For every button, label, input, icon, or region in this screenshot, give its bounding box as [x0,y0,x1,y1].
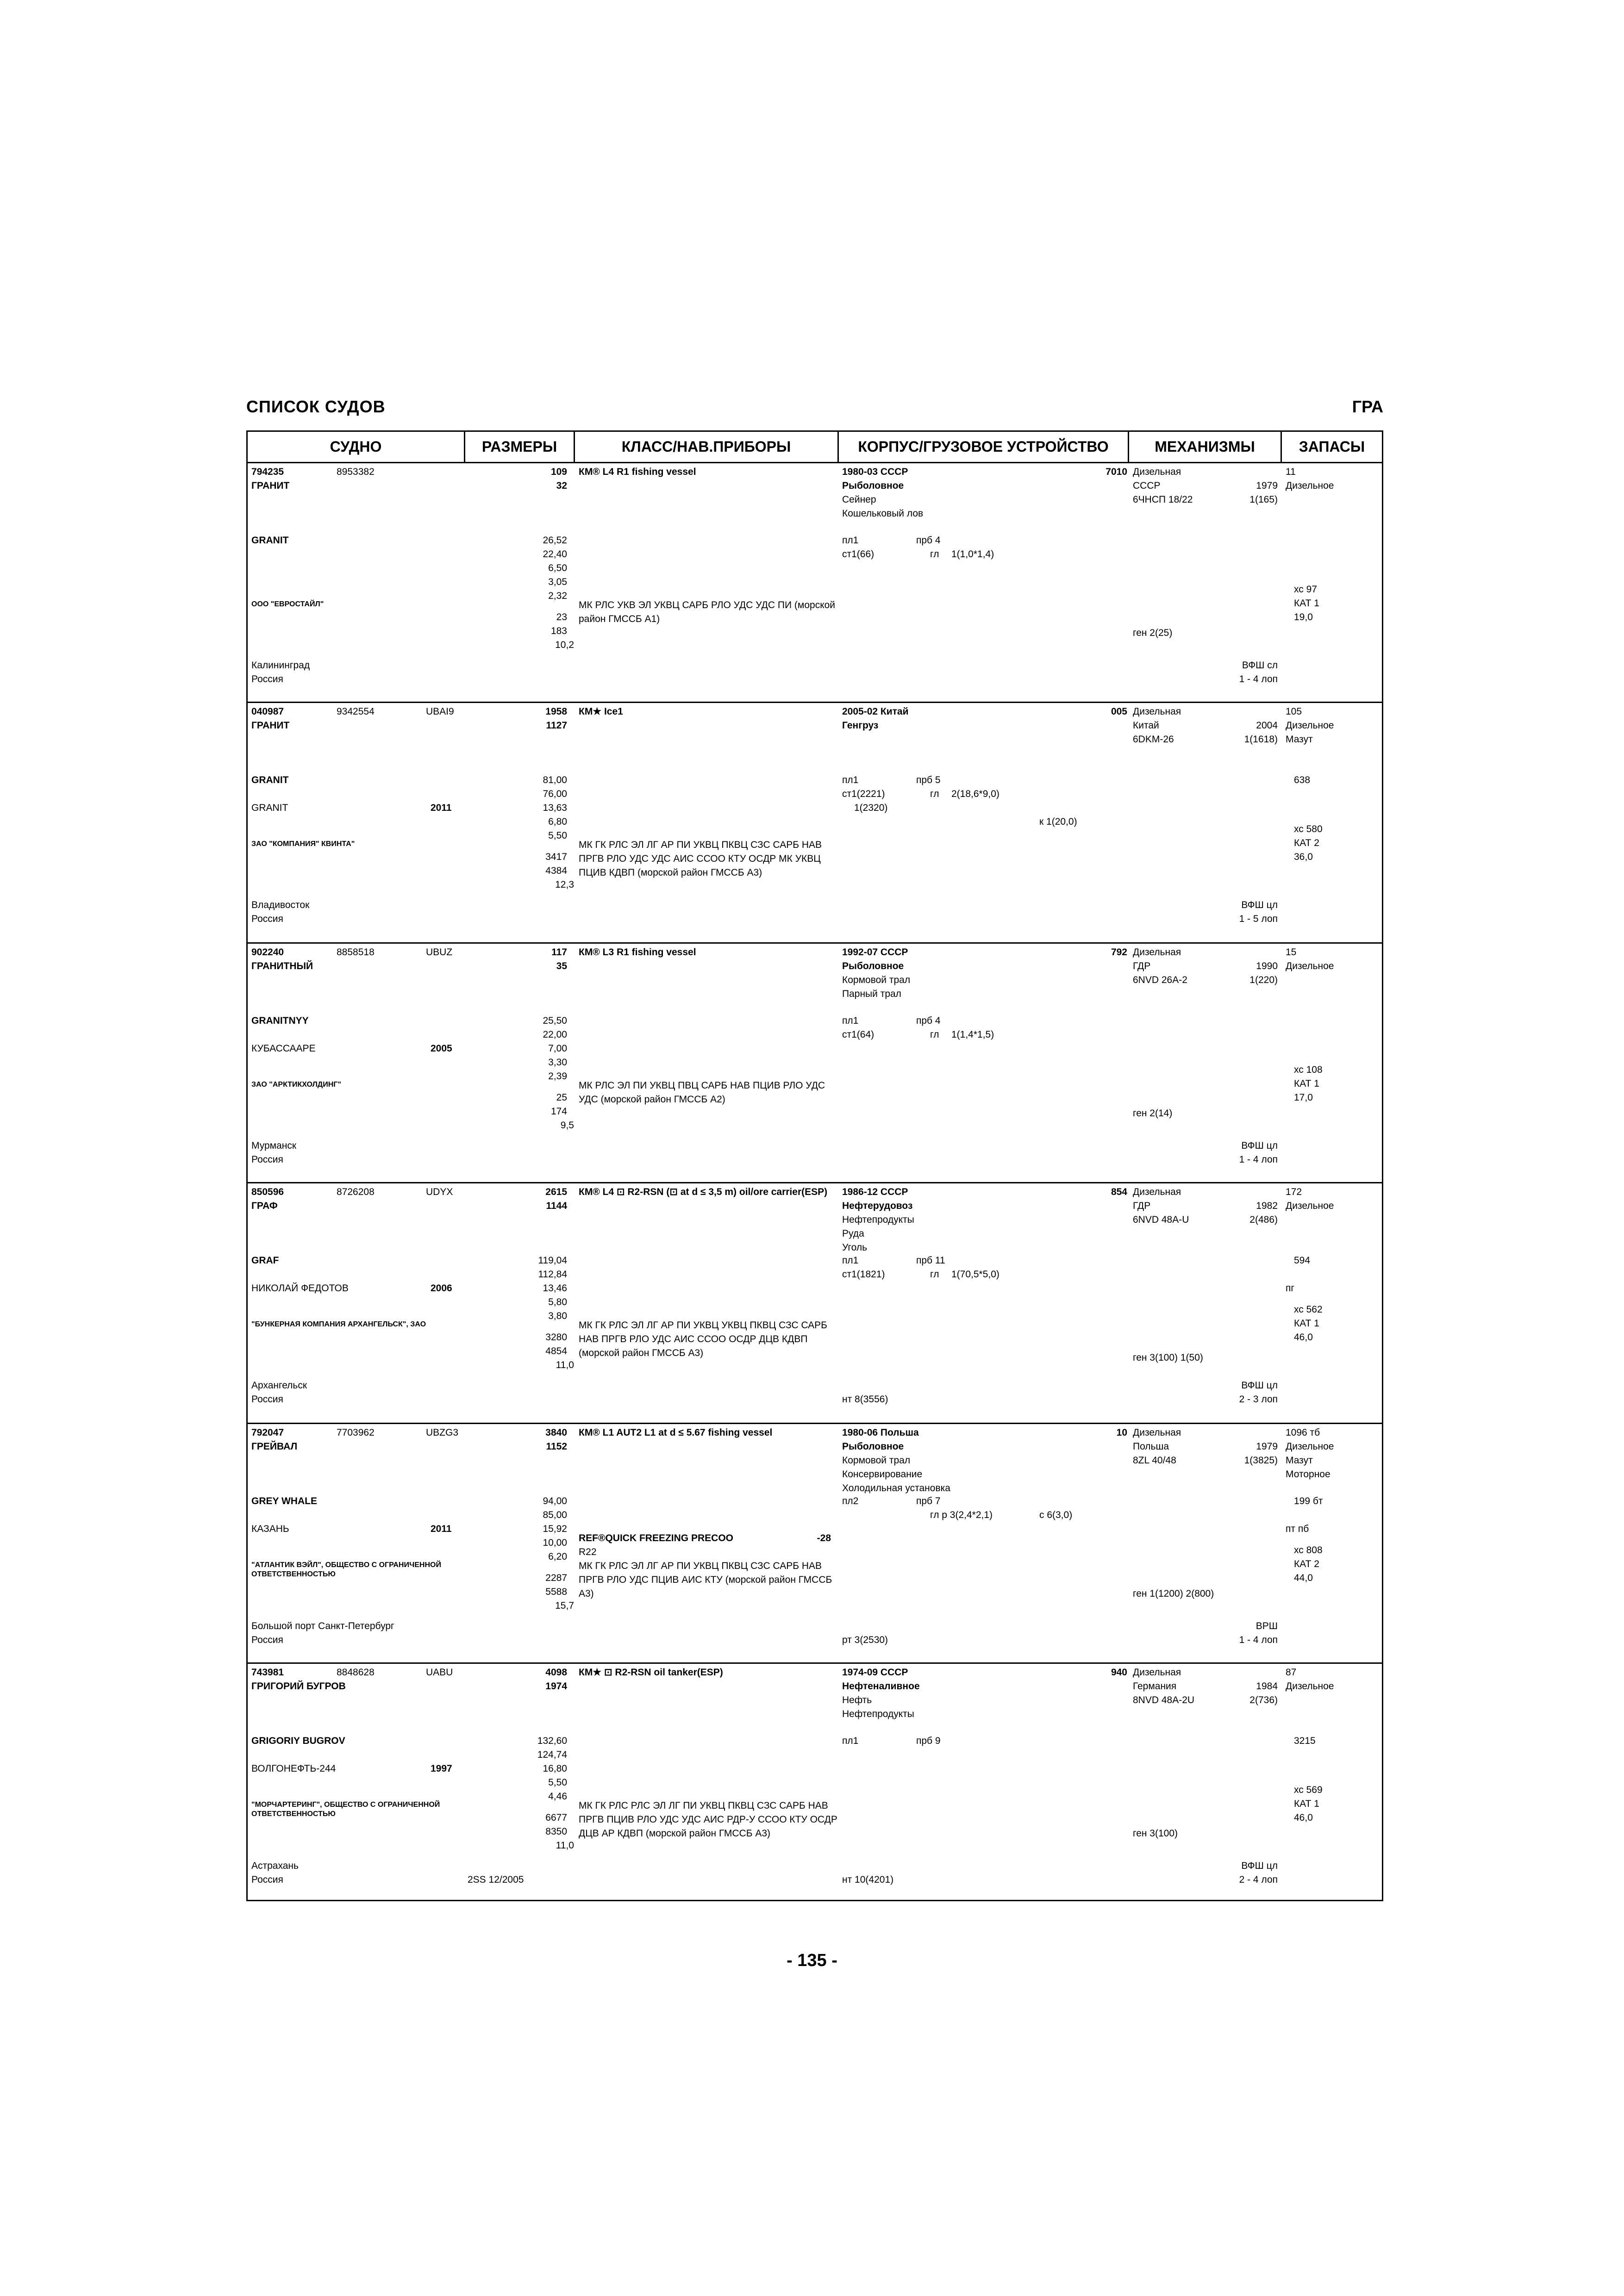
column-header-hull: КОРПУС/ГРУЗОВОЕ УСТРОЙСТВО [839,432,1129,462]
engine-year: 1979 [1256,1441,1278,1452]
engine-country: ГДР [1133,1201,1151,1211]
fuel-capacity: 3215 [1294,1736,1316,1746]
propulsion-type: ВФШ сл [1242,660,1278,671]
fuel-capacity: 199 бт [1294,1496,1323,1506]
deck-info: ст1(64) [842,1029,874,1040]
lifesaving-info: хс 562 [1294,1304,1323,1315]
build-date-country: 1974-09 СССР [842,1667,908,1678]
ship-name: ГРАНИТ [251,480,290,491]
ship-record [248,1424,1382,1664]
hull-type: Холодильная установка [842,1483,950,1493]
ship-record [248,1664,1382,1900]
nav-equipment: МК ГК РЛС РЛС ЭЛ ЛГ ПИ УКВЦ ПКВЦ СЗС САРБ НАВ ПРГВ ПЦИВ РЛО УДС УДС АИС РДР-У ССОО КТУ ОСДР ДЦВ АР КДВП (морской район ГМССБ А3) [579,1800,837,1839]
dimension-value: 13,46 [543,1283,567,1294]
refrigeration-class: REF®QUICK FREEZING PRECOO [579,1533,733,1543]
reg-number: 794235 [251,467,284,477]
engine-power: 1(3825) [1244,1455,1278,1466]
deadweight-value: 11,0 [556,1360,574,1370]
former-name-year: 1997 [431,1763,452,1774]
ships-table [246,430,1383,1901]
hull-type: Кормовой трал [842,1455,911,1466]
class-notation: КМ® L3 R1 fishing vessel [579,947,696,958]
refrigeration-temp: -28 [817,1533,831,1543]
engine-year: 2004 [1256,720,1278,731]
propeller-info: 2 - 3 лоп [1239,1394,1278,1405]
fuel-capacity-extra: пг [1286,1283,1295,1294]
hold-info: прб 11 [916,1255,945,1266]
gross-tonnage: 109 [550,467,567,477]
dimension-value: 10,00 [543,1537,567,1548]
class-notation: КМ® L4 R1 fishing vessel [579,467,696,477]
engine-model: 6ЧНСП 18/22 [1133,494,1193,505]
lifesaving-info: хс 97 [1294,584,1317,595]
dimension-value: 6,20 [548,1551,567,1562]
generators: ген 1(1200) 2(800) [1133,1588,1214,1599]
engine-country: Польша [1133,1441,1169,1452]
deck-info: пл1 [842,1736,859,1746]
engine-model: 8NVD 48A-2U [1133,1695,1195,1705]
deadweight-value: 25 [556,1092,567,1103]
refrigerant: R22 [579,1547,597,1557]
hull-type: Рыболовное [842,480,904,491]
reg-number: 902240 [251,947,284,958]
flag-country: Россия [251,674,283,684]
lifesaving-info: КАТ 2 [1294,1559,1319,1569]
net-tonnage: 1974 [545,1681,567,1692]
hull-type: Нефтерудовоз [842,1201,913,1211]
deadweight-value: 9,5 [560,1120,574,1131]
hull-type: Кошельковый лов [842,508,924,519]
fuel-type: Мазут [1286,1455,1313,1466]
class-notation: КМ★ Ice1 [579,706,623,717]
reg-number: 850596 [251,1187,284,1197]
hold-info: гл [930,1029,939,1040]
former-name: GRANIT [251,803,288,813]
hull-type: Уголь [842,1242,868,1253]
gross-tonnage: 3840 [545,1427,567,1438]
dimension-value: 3,80 [548,1311,567,1321]
deadweight-value: 8350 [545,1826,567,1837]
propeller-info: 1 - 4 лоп [1239,1154,1278,1165]
lifesaving-info: хс 580 [1294,824,1323,834]
net-tonnage: 1144 [546,1201,567,1211]
deck-info: пл1 [842,1255,859,1266]
hull-type: Консервирование [842,1469,923,1480]
reg-number: 743981 [251,1667,284,1678]
engine-type: Дизельная [1133,467,1181,477]
hull-type: Нефть [842,1695,872,1705]
lifesaving-info: хс 569 [1294,1785,1323,1795]
engine-type: Дизельная [1133,1667,1181,1678]
imo-number: 8953382 [337,467,375,477]
ship-name: ГРИГОРИЙ БУГРОВ [251,1681,346,1692]
deadweight-value: 4854 [545,1346,567,1356]
lifesaving-info: КАТ 1 [1294,1798,1319,1809]
imo-number: 8858518 [337,947,375,958]
ship-record [248,1183,1382,1424]
imo-number: 8848628 [337,1667,375,1678]
page-number: - 135 - [787,1951,837,1970]
deck-info: пл2 [842,1496,859,1506]
former-name: КАЗАНЬ [251,1524,289,1534]
column-header-dimensions: РАЗМЕРЫ [465,432,575,462]
propeller-info: 1 - 4 лоп [1239,1635,1278,1645]
engine-year: 1990 [1256,961,1278,971]
fuel-type: Дизельное [1286,480,1334,491]
class-notation: КМ® L4 ⊡ R2-RSN (⊡ at d ≤ 3,5 m) oil/ore carrier(ESP) [579,1187,828,1197]
former-name-year: 2011 [431,803,452,813]
dimension-value: 6,50 [548,563,567,573]
deadweight-value: 4384 [545,865,567,876]
dimension-value: 4,46 [548,1791,567,1802]
survey-note: 2SS 12/2005 [468,1874,524,1885]
build-date-country: 1980-03 СССР [842,467,908,477]
engine-model: 6NVD 26A-2 [1133,975,1187,985]
build-date-country: 1986-12 СССР [842,1187,908,1197]
fuel-capacity: 638 [1294,775,1311,785]
yard-number: 792 [1111,947,1127,958]
column-header-class: КЛАСС/НАВ.ПРИБОРЫ [575,432,839,462]
dimension-value: 5,50 [548,1777,567,1788]
hold-info: прб 9 [916,1736,941,1746]
gross-tonnage: 1958 [545,706,567,717]
call-sign: UDYX [426,1187,453,1197]
deadweight-value: 3417 [545,852,567,862]
reg-number: 040987 [251,706,284,717]
class-notation: КМ® L1 AUT2 L1 at d ≤ 5.67 fishing vessel [579,1427,773,1438]
owner: ЗАО "КОМПАНИЯ" КВИНТА" [251,840,355,848]
deadweight-value: 15,7 [555,1600,574,1611]
deadweight-value: 3280 [545,1332,567,1343]
hull-type: Нефтеналивное [842,1681,920,1692]
hold-info: гл р 3(2,4*2,1) [930,1510,993,1520]
hull-type: Сейнер [842,494,876,505]
cargo-tanks: нт 10(4201) [842,1874,894,1885]
engine-model: 6DKM-26 [1133,734,1174,745]
deadweight-value: 10,2 [555,640,574,650]
dimension-value: 25,50 [543,1015,567,1026]
hold-info: гл [930,549,939,560]
deck-info: 1(2320) [854,803,888,813]
imo-number: 8726208 [337,1187,375,1197]
owner: ЗАО "АРКТИКХОЛДИНГ" [251,1081,341,1089]
dimension-value: 3,30 [548,1057,567,1068]
former-name: КУБАССААРЕ [251,1043,316,1054]
hold-info: гл [930,789,939,799]
generators: ген 3(100) [1133,1828,1178,1839]
class-notation: КМ★ ⊡ R2-RSN oil tanker(ESP) [579,1667,723,1678]
hull-type: Генгруз [842,720,879,731]
propulsion-type: ВРШ [1255,1621,1278,1631]
dimension-value: 124,74 [537,1749,567,1760]
engine-power: 1(165) [1249,494,1278,505]
fuel-type: Дизельное [1286,1681,1334,1692]
dimension-value: 3,05 [548,577,567,587]
hull-type: Руда [842,1228,864,1239]
flag-country: Россия [251,1874,283,1885]
endurance: 1096 тб [1286,1427,1320,1438]
deck-info: ст1(66) [842,549,874,560]
deadweight-value: 2287 [545,1573,567,1583]
engine-country: Китай [1133,720,1159,731]
hatch-size: 1(1,4*1,5) [951,1029,994,1040]
owner: "АТЛАНТИК ВЭЙЛ", ОБЩЕСТВО С ОГРАНИЧЕННОЙ ОТВЕТСТВЕННОСТЬЮ [251,1561,441,1578]
engine-model: 6NVD 48A-U [1133,1214,1189,1225]
deadweight-value: 23 [556,612,567,622]
deadweight-value: 12,3 [555,879,574,890]
engine-type: Дизельная [1133,1187,1181,1197]
dimension-value: 26,52 [543,535,567,546]
flag-country: Россия [251,1635,283,1645]
deadweight-value: 174 [550,1106,567,1117]
fuel-type: Дизельное [1286,961,1334,971]
owner: "МОРЧАРТЕРИНГ", ОБЩЕСТВО С ОГРАНИЧЕННОЙ ОТВЕТСТВЕННОСТЬЮ [251,1801,440,1818]
fuel-capacity-extra: пт пб [1286,1524,1309,1534]
home-port: Мурманск [251,1140,297,1151]
fuel-type: Дизельное [1286,1441,1334,1452]
build-date-country: 1992-07 СССР [842,947,908,958]
dimension-value: 112,84 [538,1269,567,1280]
home-port: Архангельск [251,1380,307,1391]
dimension-value: 7,00 [548,1043,567,1054]
page-title: СПИСОК СУДОВ [246,397,386,416]
lifesaving-info: КАТ 1 [1294,1318,1319,1329]
nav-equipment: МК ГК РЛС ЭЛ ЛГ АР ПИ УКВЦ ПКВЦ СЗС САРБ НАВ ПРГВ РЛО УДС УДС АИС ССОО КТУ ОСДР МК УКВЦ ПЦИВ КДВП (морской район ГМССБ А3) [579,840,822,878]
ship-record [248,944,1382,1183]
propulsion-type: ВФШ цл [1241,1380,1278,1391]
yard-number: 005 [1111,706,1127,717]
fuel-type: Дизельное [1286,720,1334,731]
dimension-value: 15,92 [543,1524,567,1534]
ship-name: ГРАНИТНЫЙ [251,961,313,971]
fuel-type: Моторное [1286,1469,1330,1480]
hull-type: Нефтепродукты [842,1709,914,1719]
ship-name-latin: GRANIT [251,535,289,546]
ship-name-latin: GRAF [251,1255,279,1266]
net-tonnage: 35 [556,961,567,971]
deadweight-value: 11,0 [556,1840,574,1851]
net-tonnage: 1127 [546,720,567,731]
hold-info: гл [930,1269,939,1280]
reg-number: 792047 [251,1427,284,1438]
dimension-value: 132,60 [537,1736,567,1746]
call-sign: UABU [426,1667,453,1678]
propulsion-type: ВФШ цл [1241,1860,1278,1871]
cargo-tanks: нт 8(3556) [842,1394,888,1405]
hull-type: Кормовой трал [842,975,911,985]
cargo-tanks: рт 3(2530) [842,1635,888,1645]
home-port: Владивосток [251,900,310,910]
engine-type: Дизельная [1133,706,1181,717]
ship-name: ГРАФ [251,1201,278,1211]
lifesaving-info: хс 808 [1294,1545,1323,1556]
build-date-country: 1980-06 Польша [842,1427,919,1438]
engine-country: СССР [1133,480,1161,491]
owner: "БУНКЕРНАЯ КОМПАНИЯ АРХАНГЕЛЬСК", ЗАО [251,1320,426,1328]
lifesaving-info: 19,0 [1294,612,1313,622]
call-sign: UBAI9 [426,706,454,717]
net-tonnage: 32 [556,480,567,491]
page-section-code: ГРА [1352,397,1383,416]
propeller-info: 1 - 5 лоп [1239,914,1278,924]
engine-year: 1982 [1256,1201,1278,1211]
hold-info: прб 7 [916,1496,941,1506]
lifesaving-info: хс 108 [1294,1064,1323,1075]
ship-name-latin: GREY WHALE [251,1496,317,1506]
endurance: 87 [1286,1667,1297,1678]
gross-tonnage: 117 [551,947,567,958]
hold-info: прб 4 [916,535,941,546]
nav-equipment: МК ГК РЛС ЭЛ ЛГ АР ПИ УКВЦ УКВЦ ПКВЦ СЗС САРБ НАВ ПРГВ РЛО УДС АИС ССОО ОСДР ДЦВ КДВП (морской район ГМССБ А3) [579,1320,827,1358]
former-name: НИКОЛАЙ ФЕДОТОВ [251,1283,349,1294]
engine-year: 1979 [1256,480,1278,491]
column-header-machinery: МЕХАНИЗМЫ [1129,432,1282,462]
hold-info: прб 5 [916,775,941,785]
cargo-gear: с 6(3,0) [1039,1510,1073,1520]
deck-info: ст1(1821) [842,1269,885,1280]
generators: ген 2(25) [1133,628,1173,638]
dimension-value: 22,40 [543,549,567,560]
hold-info: прб 4 [916,1015,941,1026]
dimension-value: 5,50 [548,830,567,841]
gross-tonnage: 4098 [545,1667,567,1678]
dimension-value: 22,00 [543,1029,567,1040]
hull-type: Рыболовное [842,1441,904,1452]
nav-equipment: МК РЛС ЭЛ ПИ УКВЦ ПВЦ САРБ НАВ ПЦИВ РЛО УДС УДС (морской район ГМССБ А2) [579,1080,825,1105]
former-name-year: 2006 [431,1283,452,1294]
hull-type: Парный трал [842,989,901,999]
ship-record [248,463,1382,703]
dimension-value: 16,80 [543,1763,567,1774]
lifesaving-info: 46,0 [1294,1332,1313,1343]
lifesaving-info: КАТ 1 [1294,598,1319,609]
endurance: 11 [1286,467,1296,477]
hull-type: Рыболовное [842,961,904,971]
lifesaving-info: 36,0 [1294,852,1313,862]
engine-year: 1984 [1256,1681,1278,1692]
dimension-value: 5,80 [548,1297,567,1307]
former-name-year: 2005 [431,1043,452,1054]
call-sign: UBUZ [426,947,453,958]
deadweight-value: 5588 [545,1587,567,1597]
home-port: Астрахань [251,1860,299,1871]
propulsion-type: ВФШ цл [1241,900,1278,910]
dimension-value: 2,39 [548,1071,567,1082]
yard-number: 10 [1116,1427,1127,1438]
endurance: 105 [1286,706,1302,717]
imo-number: 7703962 [337,1427,375,1438]
former-name: ВОЛГОНЕФТЬ-244 [251,1763,336,1774]
home-port: Калининград [251,660,310,671]
engine-country: Германия [1133,1681,1177,1692]
flag-country: Россия [251,1394,283,1405]
lifesaving-info: 17,0 [1294,1092,1313,1103]
engine-power: 1(1618) [1244,734,1278,745]
hull-type: Нефтепродукты [842,1214,914,1225]
call-sign: UBZG3 [426,1427,459,1438]
lifesaving-info: КАТ 1 [1294,1078,1319,1089]
former-name-year: 2011 [431,1524,452,1534]
build-date-country: 2005-02 Китай [842,706,909,717]
hatch-size: 1(70,5*5,0) [951,1269,999,1280]
column-header-stores: ЗАПАСЫ [1299,438,1365,455]
owner: ООО "ЕВРОСТАЙЛ" [251,600,324,608]
engine-power: 2(736) [1249,1695,1278,1705]
dimension-value: 76,00 [543,789,567,799]
ship-name: ГРЕЙВАЛ [251,1441,298,1452]
fuel-type: Мазут [1286,734,1313,745]
fuel-capacity: 594 [1294,1255,1311,1266]
cargo-gear: к 1(20,0) [1039,816,1077,827]
ship-record [248,703,1382,944]
propulsion-type: ВФШ цл [1241,1140,1278,1151]
dimension-value: 119,04 [538,1255,567,1266]
flag-country: Россия [251,914,283,924]
deck-info: пл1 [842,775,859,785]
gross-tonnage: 2615 [545,1187,567,1197]
propeller-info: 2 - 4 лоп [1239,1874,1278,1885]
nav-equipment: МК РЛС УКВ ЭЛ УКВЦ САРБ РЛО УДС УДС ПИ (морской район ГМССБ А1) [579,600,836,624]
home-port: Большой порт Санкт-Петербург [251,1621,394,1631]
ship-name-latin: GRANIT [251,775,289,785]
deadweight-value: 6677 [545,1812,567,1823]
dimension-value: 85,00 [543,1510,567,1520]
lifesaving-info: 44,0 [1294,1573,1313,1583]
engine-power: 2(486) [1249,1214,1278,1225]
deck-info: пл1 [842,535,859,546]
engine-power: 1(220) [1249,975,1278,985]
table-header [248,432,1382,463]
ship-name-latin: GRIGORIY BUGROV [251,1736,345,1746]
dimension-value: 2,32 [548,591,567,601]
endurance: 172 [1286,1187,1302,1197]
yard-number: 854 [1111,1187,1127,1197]
hatch-size: 2(18,6*9,0) [951,789,999,799]
yard-number: 7010 [1106,467,1127,477]
engine-model: 8ZL 40/48 [1133,1455,1176,1466]
deck-info: ст1(2221) [842,789,885,799]
generators: ген 3(100) 1(50) [1133,1352,1203,1363]
nav-equipment: МК ГК РЛС ЭЛ ЛГ АР ПИ УКВЦ ПКВЦ СЗС САРБ НАВ ПРГВ РЛО УДС ПЦИВ АИС КТУ (морской район ГМССБ А3) [579,1561,832,1599]
engine-type: Дизельная [1133,947,1181,958]
deadweight-value: 183 [550,626,567,636]
endurance: 15 [1286,947,1297,958]
deck-info: пл1 [842,1015,859,1026]
lifesaving-info: КАТ 2 [1294,838,1319,848]
column-header-ship: СУДНО [248,432,465,462]
engine-type: Дизельная [1133,1427,1181,1438]
yard-number: 940 [1111,1667,1127,1678]
imo-number: 9342554 [337,706,375,717]
dimension-value: 81,00 [543,775,567,785]
fuel-type: Дизельное [1286,1201,1334,1211]
ship-name-latin: GRANITNYY [251,1015,309,1026]
dimension-value: 13,63 [543,803,567,813]
propeller-info: 1 - 4 лоп [1239,674,1278,684]
hatch-size: 1(1,0*1,4) [951,549,994,560]
generators: ген 2(14) [1133,1108,1173,1119]
ship-name: ГРАНИТ [251,720,290,731]
dimension-value: 94,00 [543,1496,567,1506]
net-tonnage: 1152 [546,1441,567,1452]
lifesaving-info: 46,0 [1294,1812,1313,1823]
flag-country: Россия [251,1154,283,1165]
engine-country: ГДР [1133,961,1151,971]
dimension-value: 6,80 [548,816,567,827]
